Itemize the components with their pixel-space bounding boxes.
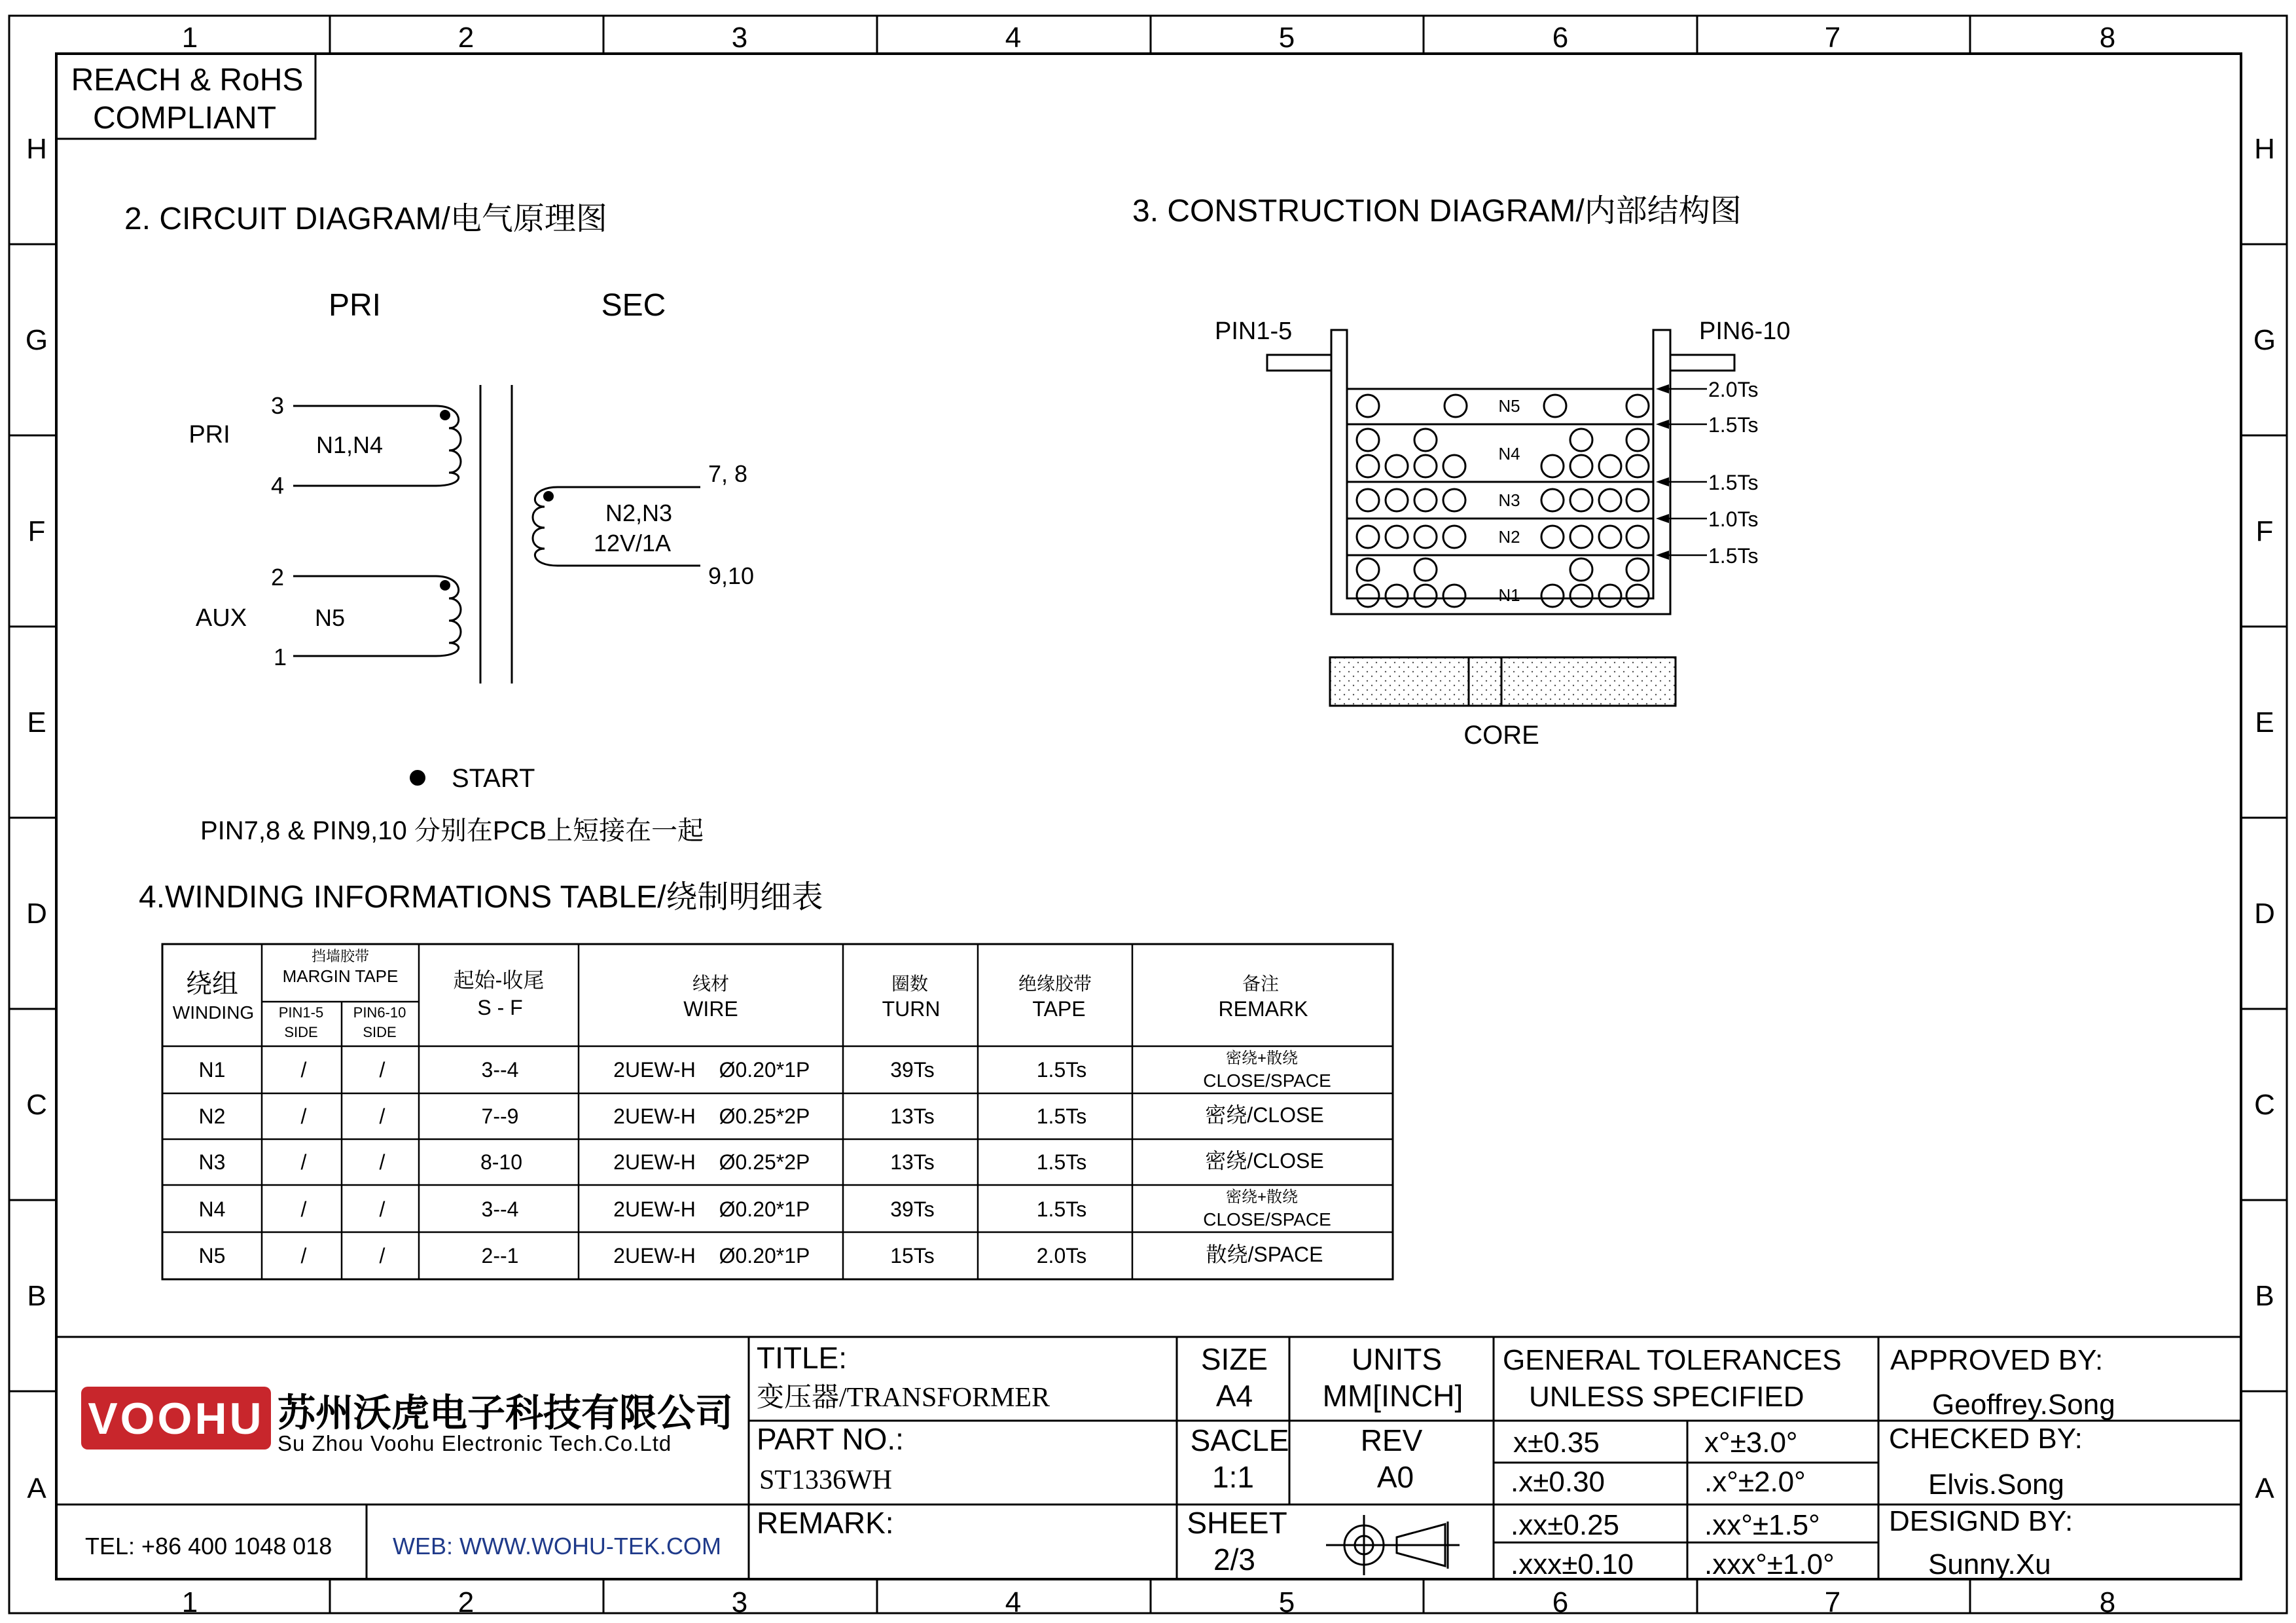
cell-turn: 39Ts [890,1197,935,1221]
cell-diameter: Ø0.20*1P [719,1197,810,1221]
row-label-A-right: A [2255,1472,2274,1504]
circuit-note: PIN7,8 & PIN9,10 分别在PCB上短接在一起 [200,816,704,845]
company-name-cn: 苏州沃虎电子科技有限公司 [278,1392,734,1434]
tolerance-angular-0: x°±3.0° [1704,1427,1798,1459]
tolerance-title-2: UNLESS SPECIFIED [1529,1381,1804,1413]
cell-winding: N3 [198,1150,226,1174]
part-no-label: PART NO.: [757,1422,904,1456]
tolerance-angular-2: .xx°±1.5° [1704,1509,1820,1541]
row-label-G: G [25,324,48,356]
cell-remark-en: CLOSE/SPACE [1203,1209,1331,1230]
aux-label: AUX [195,604,247,632]
start-legend-dot [410,770,425,786]
cell-margin-2: / [379,1197,386,1221]
sec-start-dot [543,491,554,501]
cell-margin-1: / [300,1104,307,1128]
tape-label-4: 1.0Ts [1708,507,1759,531]
hdr-margin-en: MARGIN TAPE [282,966,399,986]
title-label: TITLE: [757,1341,848,1375]
row-label-B: B [27,1280,46,1312]
row-label-F: F [27,515,46,547]
cell-diameter: Ø0.25*2P [719,1104,810,1128]
pri-start-dot [440,410,450,420]
pin-7-8: 7, 8 [708,460,748,487]
layer-label-n2: N2 [1498,527,1520,547]
cell-sf: 7--9 [481,1104,519,1128]
tape-label-3: 1.5Ts [1708,471,1759,494]
designed-label: DESIGND BY: [1889,1505,2073,1537]
table-row [199,1103,1324,1128]
size-value: A4 [1215,1379,1253,1413]
pin-right-tab [1670,355,1734,371]
core-body [1330,657,1676,706]
layer-label-n1: N1 [1498,585,1520,605]
sec-rating-label: 12V/1A [593,530,672,556]
tape-label-5: 1.5Ts [1708,544,1759,568]
pin-2: 2 [270,564,285,591]
cell-margin-2: / [379,1058,386,1082]
tolerance-angular-1: .x°±2.0° [1704,1466,1806,1498]
hdr-remark-en: REMARK [1218,997,1308,1021]
cell-winding: N1 [198,1058,226,1082]
col-label-8-bottom: 8 [2099,1586,2116,1618]
rev-label: REV [1360,1423,1423,1457]
cell-wire: 2UEW-H [613,1150,696,1174]
checked-value: Elvis.Song [1928,1468,2064,1501]
checked-label: CHECKED BY: [1889,1423,2083,1455]
cell-sf: 8-10 [480,1150,523,1174]
winding-table [139,880,1393,1279]
cell-winding: N5 [198,1244,226,1267]
col-label-2: 2 [457,22,475,54]
hdr-wire-en: WIRE [683,997,738,1021]
col-label-4: 4 [1005,22,1022,54]
tolerance-linear-2: .xx±0.25 [1511,1509,1620,1541]
tolerance-linear-0: x±0.35 [1513,1427,1600,1459]
compliance-line-1: REACH & RoHS [71,63,304,98]
row-label-F-right: F [2255,515,2274,547]
sheet-label: SHEET [1187,1506,1287,1540]
hdr-turn-cn: 圈数 [891,974,929,994]
hdr-side2: PIN6-10 [353,1004,406,1021]
cell-wire: 2UEW-H [613,1197,696,1221]
cell-wire: 2UEW-H [613,1244,696,1267]
scale-value: 1:1 [1212,1460,1254,1494]
construction-diagram [1132,194,1790,750]
designed-value: Sunny.Xu [1928,1548,2051,1580]
cell-margin-2: / [379,1150,386,1174]
col-label-3: 3 [731,22,748,54]
cell-wire: 2UEW-H [613,1058,696,1082]
pin-right-label: PIN6-10 [1699,318,1791,345]
construction-heading: 3. CONSTRUCTION DIAGRAM/内部结构图 [1132,194,1742,228]
table-row [199,1188,1331,1230]
col-label-3-bottom: 3 [731,1586,748,1618]
row-label-D: D [26,898,47,930]
layer-label-n4: N4 [1498,444,1520,464]
tolerance-linear-3: .xxx±0.10 [1511,1548,1634,1580]
row-label-G-right: G [2253,324,2276,356]
pin-left-tab [1267,355,1331,371]
hdr-winding-en: WINDING [172,1002,255,1023]
title-value: 变压器/TRANSFORMER [757,1383,1050,1413]
hdr-wire-cn: 线材 [692,974,730,994]
cell-margin-2: / [379,1244,386,1267]
layer-label-n3: N3 [1498,490,1520,510]
cell-tape: 2.0Ts [1036,1244,1087,1267]
hdr-remark-cn: 备注 [1242,974,1280,994]
pin-1: 1 [273,644,287,670]
projection-symbol [1326,1515,1460,1575]
cell-tape: 1.5Ts [1036,1150,1087,1174]
remark-label: REMARK: [757,1506,894,1540]
hdr-winding-cn: 绕组 [186,970,238,998]
company-logo-text: VOOHU [88,1394,264,1444]
company-tel: TEL: +86 400 1048 018 [85,1533,332,1559]
col-label-8: 8 [2099,22,2116,54]
cell-diameter: Ø0.20*1P [719,1058,810,1082]
hdr-sf-en: S - F [477,996,523,1019]
table-heading: 4.WINDING INFORMATIONS TABLE/绕制明细表 [139,880,823,915]
units-label: UNITS [1352,1342,1442,1376]
row-label-E-right: E [2255,706,2274,739]
cell-margin-1: / [300,1058,307,1082]
hdr-tape-cn: 绝缘胶带 [1018,974,1092,994]
tolerance-linear-1: .x±0.30 [1511,1466,1605,1498]
hdr-sf-cn: 起始-收尾 [453,968,545,992]
aux-start-dot [440,580,450,591]
hdr-side2-word: SIDE [363,1024,397,1040]
hdr-margin-cn: 挡墙胶带 [311,948,370,964]
hdr-side1: PIN1-5 [278,1004,324,1021]
cell-winding: N2 [198,1104,226,1128]
cell-margin-2: / [379,1104,386,1128]
cell-margin-1: / [300,1150,307,1174]
table-row [199,1149,1324,1174]
circuit-diagram [124,202,754,845]
pri-header: PRI [328,288,382,323]
cell-remark: 密绕/CLOSE [1205,1149,1324,1173]
pin-3: 3 [270,392,285,419]
tape-label-2: 1.5Ts [1708,413,1759,437]
approved-value: Geoffrey.Song [1932,1389,2115,1421]
col-label-7: 7 [1824,22,1841,54]
cell-remark-cn: 密绕+散绕 [1225,1049,1299,1067]
company-web: WEB: WWW.WOHU-TEK.COM [393,1533,721,1559]
rev-value: A0 [1376,1460,1414,1494]
pin-4: 4 [270,472,285,499]
cell-sf: 3--4 [481,1197,519,1221]
cell-wire: 2UEW-H [613,1104,696,1128]
cell-remark: 密绕/CLOSE [1205,1103,1324,1127]
col-label-7-bottom: 7 [1824,1586,1841,1618]
company-name-en: Su Zhou Voohu Electronic Tech.Co.Ltd [278,1431,672,1455]
pri-winding-label: N1,N4 [315,431,384,458]
sec-header: SEC [601,288,666,323]
col-label-4-bottom: 4 [1005,1586,1022,1618]
cell-remark-en: CLOSE/SPACE [1203,1070,1331,1091]
table-row [199,1049,1331,1091]
row-label-D-right: D [2254,898,2275,930]
cell-sf: 2--1 [481,1244,519,1267]
cell-winding: N4 [198,1197,226,1221]
table-row [199,1243,1323,1267]
tolerance-title-1: GENERAL TOLERANCES [1503,1344,1842,1376]
col-label-5-bottom: 5 [1278,1586,1295,1618]
layer-label-n5: N5 [1498,396,1520,416]
cell-tape: 1.5Ts [1036,1058,1087,1082]
cell-turn: 13Ts [890,1104,935,1128]
hdr-side1-word: SIDE [284,1024,318,1040]
core-label: CORE [1463,721,1539,750]
title-block [56,1337,2241,1580]
compliance-line-2: COMPLIANT [92,101,277,136]
col-label-2-bottom: 2 [457,1586,475,1618]
cell-remark: 散绕/SPACE [1206,1243,1323,1266]
hdr-tape-en: TAPE [1032,997,1086,1021]
col-label-1-bottom: 1 [181,1586,198,1618]
part-no-value: ST1336WH [759,1465,892,1495]
pin-9-10: 9,10 [708,562,755,589]
col-label-6: 6 [1552,22,1569,54]
size-label: SIZE [1200,1342,1268,1376]
tolerance-angular-3: .xxx°±1.0° [1704,1548,1835,1580]
approved-label: APPROVED BY: [1890,1344,2104,1376]
row-label-E: E [27,706,46,739]
sheet-value: 2/3 [1213,1542,1255,1577]
aux-winding-label: N5 [314,604,346,631]
row-label-B-right: B [2255,1280,2274,1312]
row-label-A: A [27,1472,46,1504]
tape-label-1: 2.0Ts [1708,378,1759,401]
pin-left-label: PIN1-5 [1215,318,1293,345]
circuit-heading: 2. CIRCUIT DIAGRAM/电气原理图 [124,202,607,236]
units-value: MM[INCH] [1322,1379,1463,1413]
cell-diameter: Ø0.20*1P [719,1244,810,1267]
cell-margin-1: / [300,1244,307,1267]
sec-winding-label: N2,N3 [605,500,673,526]
pri-label: PRI [188,421,230,448]
col-label-5: 5 [1278,22,1295,54]
row-label-H: H [26,133,47,165]
cell-diameter: Ø0.25*2P [719,1150,810,1174]
start-legend-label: START [452,764,535,793]
col-label-1: 1 [181,22,198,54]
cell-margin-1: / [300,1197,307,1221]
cell-turn: 39Ts [890,1058,935,1082]
cell-turn: 13Ts [890,1150,935,1174]
hdr-turn-en: TURN [882,997,941,1021]
cell-tape: 1.5Ts [1036,1197,1087,1221]
cell-remark-cn: 密绕+散绕 [1225,1188,1299,1206]
compliance-box [56,54,315,139]
cell-turn: 15Ts [890,1244,935,1267]
row-label-C-right: C [2254,1089,2275,1121]
cell-sf: 3--4 [481,1058,519,1082]
row-label-H-right: H [2254,133,2275,165]
cell-tape: 1.5Ts [1036,1104,1087,1128]
col-label-6-bottom: 6 [1552,1586,1569,1618]
row-label-C: C [26,1089,47,1121]
scale-label: SACLE [1190,1423,1289,1457]
